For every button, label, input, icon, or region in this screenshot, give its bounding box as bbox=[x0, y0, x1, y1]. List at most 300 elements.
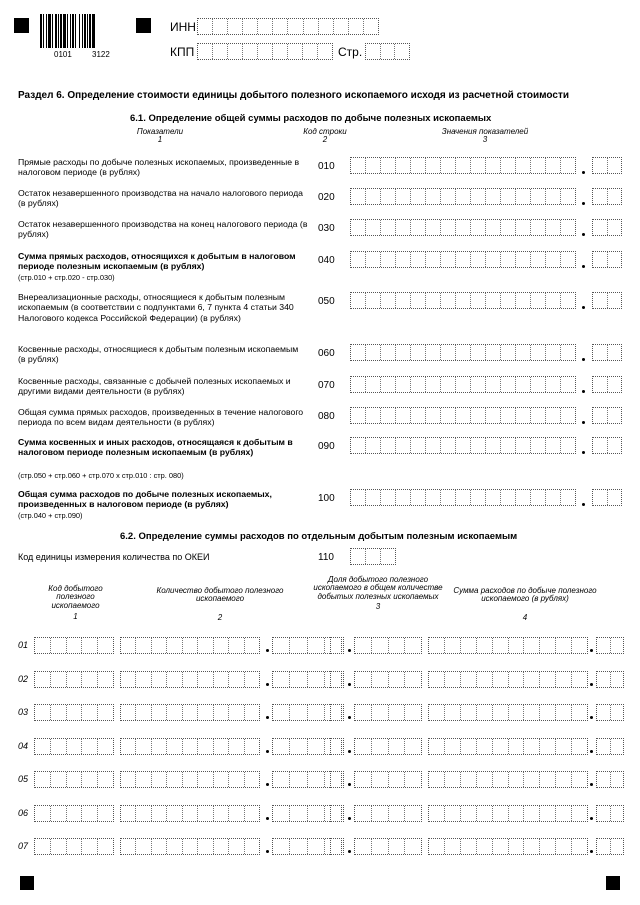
cell bbox=[97, 772, 113, 787]
barcode-number-2: 3122 bbox=[92, 50, 110, 59]
row-070-value-field[interactable] bbox=[350, 376, 576, 393]
cell bbox=[410, 377, 425, 392]
cell bbox=[440, 438, 455, 453]
col-label: Значения показателей bbox=[441, 127, 529, 136]
line-02-share-fraction-field[interactable] bbox=[354, 671, 422, 688]
row-090-value-field[interactable] bbox=[350, 437, 576, 454]
cell bbox=[555, 638, 571, 653]
cell bbox=[395, 293, 410, 308]
cell bbox=[365, 189, 380, 204]
cell bbox=[607, 189, 622, 204]
cell bbox=[197, 705, 212, 720]
row-080-value-field[interactable] bbox=[350, 407, 576, 424]
cell bbox=[539, 705, 555, 720]
cell bbox=[455, 293, 470, 308]
line-number: 02 bbox=[18, 673, 29, 684]
cell bbox=[597, 672, 610, 687]
cell bbox=[197, 672, 212, 687]
cell bbox=[515, 490, 530, 505]
cell bbox=[331, 705, 343, 720]
cell bbox=[571, 705, 587, 720]
line-02-amount-kopecks-field[interactable] bbox=[596, 671, 624, 688]
cell bbox=[351, 408, 365, 423]
line-07-quantity-field[interactable] bbox=[120, 838, 260, 855]
cell bbox=[273, 672, 289, 687]
decimal-point bbox=[266, 750, 269, 753]
cell bbox=[476, 739, 492, 754]
col-number: 1 bbox=[73, 612, 78, 622]
cell bbox=[81, 672, 97, 687]
cell bbox=[560, 408, 575, 423]
row-010-label: Прямые расходы по добыче полезных ископаемых, произведенные в налоговом периоде (в рублях) bbox=[18, 157, 300, 178]
cell bbox=[530, 345, 545, 360]
cell bbox=[429, 705, 444, 720]
row-100-label: Общая сумма расходов по добыче полезных ископаемых, произведенных в налоговом периоде (в рублях) bbox=[18, 489, 272, 510]
cell bbox=[212, 19, 227, 34]
cell bbox=[539, 839, 555, 854]
cell bbox=[272, 44, 287, 59]
cell bbox=[289, 638, 306, 653]
cell bbox=[515, 252, 530, 267]
cell bbox=[404, 705, 421, 720]
cell bbox=[515, 345, 530, 360]
cell bbox=[610, 772, 624, 787]
cell bbox=[440, 490, 455, 505]
cell bbox=[410, 252, 425, 267]
decimal-point bbox=[582, 171, 585, 174]
cell bbox=[610, 705, 624, 720]
cell bbox=[455, 377, 470, 392]
cell bbox=[351, 158, 365, 173]
cell bbox=[593, 345, 607, 360]
line-06-quantity-field[interactable] bbox=[120, 805, 260, 822]
decimal-point bbox=[590, 750, 593, 753]
cell bbox=[597, 772, 610, 787]
line-06-amount-field[interactable] bbox=[428, 805, 588, 822]
cell bbox=[197, 839, 212, 854]
part1-title: 6.1. Определение общей суммы расходов по добыче полезных ископаемых bbox=[130, 113, 492, 124]
cell bbox=[440, 189, 455, 204]
line-06-share-fraction-field[interactable] bbox=[354, 805, 422, 822]
line-03-mineral-code-field[interactable] bbox=[34, 704, 114, 721]
cell bbox=[242, 44, 257, 59]
cell bbox=[425, 345, 440, 360]
cell bbox=[318, 19, 333, 34]
cell bbox=[351, 549, 365, 564]
cell bbox=[212, 44, 227, 59]
cell bbox=[395, 252, 410, 267]
line-01-share-fraction-field[interactable] bbox=[354, 637, 422, 654]
line-05-amount-field[interactable] bbox=[428, 771, 588, 788]
cell bbox=[97, 806, 113, 821]
decimal-point bbox=[590, 850, 593, 853]
cell bbox=[492, 672, 508, 687]
cell bbox=[523, 772, 539, 787]
line-04-amount-field[interactable] bbox=[428, 738, 588, 755]
cell bbox=[597, 638, 610, 653]
line-06-share-int-field[interactable] bbox=[330, 805, 344, 822]
cell bbox=[289, 672, 306, 687]
registration-marker-bottom-left bbox=[20, 876, 34, 890]
cell bbox=[273, 705, 289, 720]
decimal-point bbox=[348, 817, 351, 820]
cell bbox=[50, 638, 66, 653]
cell bbox=[371, 638, 388, 653]
cell bbox=[492, 705, 508, 720]
page-number-field[interactable] bbox=[365, 43, 410, 60]
line-05-mineral-code-field[interactable] bbox=[34, 771, 114, 788]
cell bbox=[135, 705, 150, 720]
cell bbox=[66, 806, 82, 821]
line-02-amount-field[interactable] bbox=[428, 671, 588, 688]
cell bbox=[50, 806, 66, 821]
decimal-point bbox=[590, 716, 593, 719]
cell bbox=[460, 806, 476, 821]
row-050-code: 050 bbox=[318, 296, 335, 307]
cell bbox=[560, 158, 575, 173]
cell bbox=[50, 739, 66, 754]
cell bbox=[455, 220, 470, 235]
cell bbox=[444, 806, 460, 821]
row-060-code: 060 bbox=[318, 348, 335, 359]
row-030-kopecks-field[interactable] bbox=[592, 219, 622, 236]
cell bbox=[331, 739, 343, 754]
col-number: 2 bbox=[217, 612, 223, 622]
line-05-quantity-field[interactable] bbox=[120, 771, 260, 788]
row-050-value-field[interactable] bbox=[350, 292, 576, 309]
cell bbox=[121, 705, 135, 720]
cell bbox=[470, 377, 485, 392]
cell bbox=[151, 739, 166, 754]
cell bbox=[607, 220, 622, 235]
cell bbox=[66, 839, 82, 854]
cell bbox=[151, 638, 166, 653]
part2-title: 6.2. Определение суммы расходов по отдельным добытым полезным ископаемым bbox=[120, 531, 518, 542]
cell bbox=[242, 19, 257, 34]
cell bbox=[530, 293, 545, 308]
line-07-amount-kopecks-field[interactable] bbox=[596, 838, 624, 855]
cell bbox=[545, 408, 560, 423]
cell bbox=[404, 806, 421, 821]
cell bbox=[151, 806, 166, 821]
cell bbox=[244, 806, 259, 821]
cell bbox=[371, 839, 388, 854]
cell bbox=[444, 839, 460, 854]
cell bbox=[366, 44, 380, 59]
cell bbox=[593, 158, 607, 173]
cell bbox=[355, 672, 371, 687]
cell bbox=[545, 377, 560, 392]
decimal-point bbox=[266, 649, 269, 652]
cell bbox=[182, 638, 197, 653]
col-label: Код добытого полезного ископаемого bbox=[48, 584, 103, 610]
cell bbox=[429, 672, 444, 687]
col-label: Сумма расходов по добыче полезного ископаемого (в рублях) bbox=[453, 586, 597, 604]
cell bbox=[545, 345, 560, 360]
line-02-share-int-field[interactable] bbox=[330, 671, 344, 688]
line-01-share-int-field[interactable] bbox=[330, 637, 344, 654]
decimal-point bbox=[266, 783, 269, 786]
cell bbox=[515, 438, 530, 453]
line-07-share-int-field[interactable] bbox=[330, 838, 344, 855]
cell bbox=[371, 806, 388, 821]
cell bbox=[560, 252, 575, 267]
kpp-field[interactable] bbox=[197, 43, 333, 60]
cell bbox=[425, 490, 440, 505]
cell bbox=[593, 490, 607, 505]
cell bbox=[213, 638, 228, 653]
cell bbox=[50, 672, 66, 687]
cell bbox=[508, 739, 524, 754]
row-020-code: 020 bbox=[318, 192, 335, 203]
cell bbox=[35, 739, 50, 754]
cell bbox=[485, 189, 500, 204]
cell bbox=[307, 705, 324, 720]
cell bbox=[213, 839, 228, 854]
decimal-point bbox=[582, 233, 585, 236]
line-number: 06 bbox=[18, 807, 29, 818]
cell bbox=[485, 220, 500, 235]
cell bbox=[197, 638, 212, 653]
cell bbox=[81, 839, 97, 854]
cell bbox=[500, 490, 515, 505]
row-100-value-field[interactable] bbox=[350, 489, 576, 506]
cell bbox=[500, 408, 515, 423]
line-04-share-int-field[interactable] bbox=[330, 738, 344, 755]
cell bbox=[460, 839, 476, 854]
line-03-quantity-field[interactable] bbox=[120, 704, 260, 721]
cell bbox=[404, 672, 421, 687]
cell bbox=[287, 44, 302, 59]
row-090-kopecks-field[interactable] bbox=[592, 437, 622, 454]
cell bbox=[410, 293, 425, 308]
cell bbox=[410, 438, 425, 453]
cell bbox=[244, 739, 259, 754]
barcode-number-1: 0101 bbox=[54, 50, 72, 59]
row-040-formula: (стр.010 + стр.020 - стр.030) bbox=[18, 273, 115, 282]
cell bbox=[121, 772, 135, 787]
cell bbox=[593, 438, 607, 453]
cell bbox=[273, 839, 289, 854]
line-number: 04 bbox=[18, 740, 29, 751]
cell bbox=[515, 408, 530, 423]
row-050-kopecks-field[interactable] bbox=[592, 292, 622, 309]
cell bbox=[545, 252, 560, 267]
cell bbox=[66, 638, 82, 653]
line-06-amount-kopecks-field[interactable] bbox=[596, 805, 624, 822]
cell bbox=[257, 19, 272, 34]
line-05-amount-kopecks-field[interactable] bbox=[596, 771, 624, 788]
cell bbox=[555, 806, 571, 821]
part2-col-header-4 bbox=[445, 587, 605, 622]
cell bbox=[610, 672, 624, 687]
okei-field[interactable] bbox=[350, 548, 396, 565]
cell bbox=[380, 408, 395, 423]
line-02-quantity-field[interactable] bbox=[120, 671, 260, 688]
row-040-kopecks-field[interactable] bbox=[592, 251, 622, 268]
line-07-share-fraction-field[interactable] bbox=[354, 838, 422, 855]
cell bbox=[455, 490, 470, 505]
decimal-point bbox=[348, 649, 351, 652]
row-010-kopecks-field[interactable] bbox=[592, 157, 622, 174]
cell bbox=[197, 806, 212, 821]
cell bbox=[485, 438, 500, 453]
cell bbox=[530, 189, 545, 204]
cell bbox=[555, 772, 571, 787]
cell bbox=[455, 158, 470, 173]
row-010-value-field[interactable] bbox=[350, 157, 576, 174]
cell bbox=[228, 705, 243, 720]
cell bbox=[307, 772, 324, 787]
cell bbox=[476, 772, 492, 787]
decimal-point bbox=[582, 390, 585, 393]
line-03-share-int-field[interactable] bbox=[330, 704, 344, 721]
cell bbox=[508, 772, 524, 787]
cell bbox=[545, 293, 560, 308]
cell bbox=[607, 158, 622, 173]
cell bbox=[198, 19, 212, 34]
cell bbox=[470, 220, 485, 235]
line-05-share-int-field[interactable] bbox=[330, 771, 344, 788]
cell bbox=[388, 638, 405, 653]
cell bbox=[492, 638, 508, 653]
inn-field[interactable] bbox=[197, 18, 379, 35]
cell bbox=[395, 408, 410, 423]
cell bbox=[429, 772, 444, 787]
cell bbox=[440, 158, 455, 173]
cell bbox=[444, 705, 460, 720]
cell bbox=[35, 705, 50, 720]
cell bbox=[444, 772, 460, 787]
cell bbox=[593, 252, 607, 267]
line-01-quantity-field[interactable] bbox=[120, 637, 260, 654]
row-020-kopecks-field[interactable] bbox=[592, 188, 622, 205]
part2-col-header-1 bbox=[38, 585, 113, 622]
cell bbox=[351, 345, 365, 360]
row-040-value-field[interactable] bbox=[350, 251, 576, 268]
line-04-share-fraction-field[interactable] bbox=[354, 738, 422, 755]
line-07-mineral-code-field[interactable] bbox=[34, 838, 114, 855]
row-060-value-field[interactable] bbox=[350, 344, 576, 361]
cell bbox=[440, 220, 455, 235]
cell bbox=[530, 220, 545, 235]
cell bbox=[365, 158, 380, 173]
cell bbox=[182, 739, 197, 754]
cell bbox=[228, 772, 243, 787]
cell bbox=[331, 806, 343, 821]
cell bbox=[228, 739, 243, 754]
line-01-amount-field[interactable] bbox=[428, 637, 588, 654]
cell bbox=[597, 806, 610, 821]
line-01-amount-kopecks-field[interactable] bbox=[596, 637, 624, 654]
cell bbox=[429, 638, 444, 653]
line-05-share-fraction-field[interactable] bbox=[354, 771, 422, 788]
cell bbox=[331, 672, 343, 687]
line-03-share-fraction-field[interactable] bbox=[354, 704, 422, 721]
cell bbox=[273, 772, 289, 787]
cell bbox=[470, 293, 485, 308]
cell bbox=[523, 839, 539, 854]
cell bbox=[395, 438, 410, 453]
cell bbox=[35, 806, 50, 821]
row-070-kopecks-field[interactable] bbox=[592, 376, 622, 393]
line-02-mineral-code-field[interactable] bbox=[34, 671, 114, 688]
cell bbox=[440, 252, 455, 267]
cell bbox=[429, 806, 444, 821]
cell bbox=[273, 739, 289, 754]
line-04-mineral-code-field[interactable] bbox=[34, 738, 114, 755]
cell bbox=[555, 739, 571, 754]
cell bbox=[182, 806, 197, 821]
cell bbox=[455, 189, 470, 204]
cell bbox=[410, 189, 425, 204]
cell bbox=[388, 772, 405, 787]
cell bbox=[560, 490, 575, 505]
row-030-code: 030 bbox=[318, 223, 335, 234]
cell bbox=[523, 672, 539, 687]
line-04-amount-kopecks-field[interactable] bbox=[596, 738, 624, 755]
line-06-mineral-code-field[interactable] bbox=[34, 805, 114, 822]
row-030-label: Остаток незавершенного производства на конец налогового периода (в рублях) bbox=[18, 219, 308, 240]
cell bbox=[166, 772, 181, 787]
decimal-point bbox=[582, 358, 585, 361]
row-080-kopecks-field[interactable] bbox=[592, 407, 622, 424]
cell bbox=[355, 772, 371, 787]
cell bbox=[365, 438, 380, 453]
cell bbox=[182, 772, 197, 787]
cell bbox=[500, 189, 515, 204]
row-030-value-field[interactable] bbox=[350, 219, 576, 236]
decimal-point bbox=[266, 817, 269, 820]
row-090-code: 090 bbox=[318, 441, 335, 452]
col-label: Доля добытого полезного ископаемого в общем количестве добытых полезных ископаемых bbox=[313, 575, 443, 601]
cell bbox=[135, 638, 150, 653]
cell bbox=[593, 293, 607, 308]
line-number: 03 bbox=[18, 707, 29, 717]
row-020-value-field[interactable] bbox=[350, 188, 576, 205]
cell bbox=[213, 672, 228, 687]
col-number: 2 bbox=[322, 135, 328, 145]
cell bbox=[485, 158, 500, 173]
row-100-kopecks-field[interactable] bbox=[592, 489, 622, 506]
cell bbox=[121, 739, 135, 754]
cell bbox=[348, 19, 363, 34]
cell bbox=[272, 19, 287, 34]
cell bbox=[410, 158, 425, 173]
cell bbox=[307, 806, 324, 821]
line-04-quantity-field[interactable] bbox=[120, 738, 260, 755]
cell bbox=[213, 705, 228, 720]
line-07-amount-field[interactable] bbox=[428, 838, 588, 855]
cell bbox=[166, 672, 181, 687]
line-03-amount-field[interactable] bbox=[428, 704, 588, 721]
cell bbox=[121, 672, 135, 687]
cell bbox=[425, 252, 440, 267]
row-070-code: 070 bbox=[318, 380, 335, 391]
row-060-kopecks-field[interactable] bbox=[592, 344, 622, 361]
cell bbox=[610, 739, 624, 754]
cell bbox=[607, 490, 622, 505]
line-03-amount-kopecks-field[interactable] bbox=[596, 704, 624, 721]
cell bbox=[508, 672, 524, 687]
decimal-point bbox=[266, 683, 269, 686]
cell bbox=[515, 220, 530, 235]
line-01-mineral-code-field[interactable] bbox=[34, 637, 114, 654]
row-010-code: 010 bbox=[318, 161, 335, 172]
cell bbox=[460, 638, 476, 653]
cell bbox=[317, 44, 332, 59]
cell bbox=[35, 772, 50, 787]
